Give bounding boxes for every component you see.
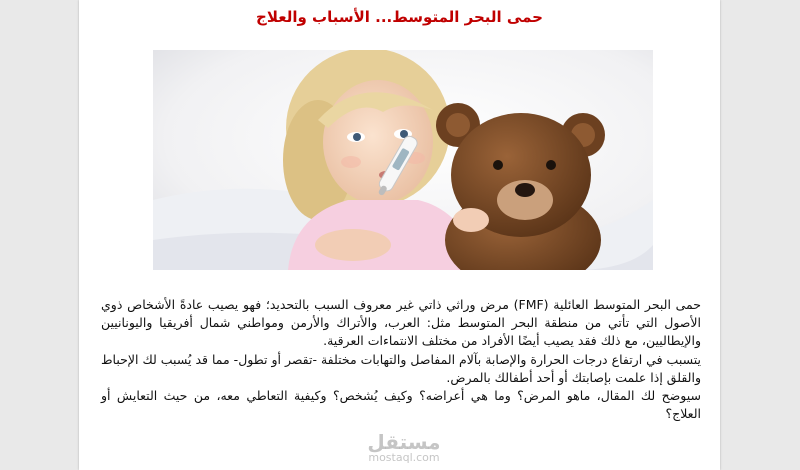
document-page bbox=[79, 0, 720, 470]
article-body bbox=[101, 296, 701, 423]
watermark-latin-text: mostaql.com bbox=[368, 451, 440, 464]
paragraph-symptoms: يتسبب في ارتفاع درجات الحرارة والإصابة بآلام المفاصل والتهابات مختلفة -تقصر أو تطول- مما قد يُسبب لك الإحباط والقلق إذا علمت بإصابتك أو أحد أطفالك بالمرض. bbox=[101, 351, 701, 385]
paragraph-introduction: حمى البحر المتوسط العائلية (FMF) مرض وراثي ذاتي غير معروف السبب بالتحديد؛ فهو يصيب عادةً الأشخاص ذوي الأصول التي تأتي من منطقة البحر المتوسط مثل: العرب، والأتراك والأرمن ومواطني شمال أفريقيا واليونانيين والإيطاليين، مع ذلك فقد يصيب أيضًا الأفراد من مختلف الانتماءات العرقية. bbox=[101, 297, 702, 349]
article-title: حمى البحر المتوسط... الأسباب والعلاج bbox=[256, 8, 543, 26]
watermark-arabic-text: مستقل bbox=[367, 430, 441, 454]
child-with-teddy-bear-photo bbox=[153, 50, 653, 270]
mostaql-watermark bbox=[334, 432, 474, 464]
paragraph-overview: سيوضح لك المقال، ماهو المرض؟ وما هي أعراضه؟ وكيف يُشخص؟ وكيفية التعاطي معه، من حيث التعايش أو العلاج؟ bbox=[101, 388, 701, 422]
